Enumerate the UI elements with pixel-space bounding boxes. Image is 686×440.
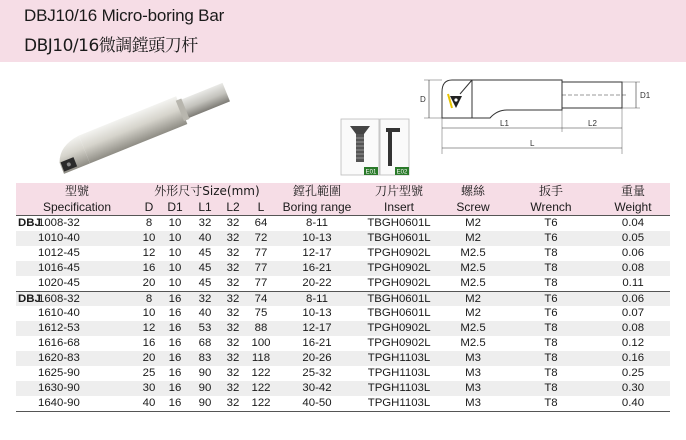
e02-label: E02 xyxy=(396,169,408,176)
cell-l1: 45 xyxy=(190,261,220,276)
dim-L-label: L xyxy=(530,139,535,148)
cell-weight: 0.05 xyxy=(596,231,670,246)
cell-range: 16-21 xyxy=(302,337,332,350)
cell-weight: 0.06 xyxy=(596,291,670,306)
cell-weight: 0.25 xyxy=(621,367,645,380)
cell-l: 77 xyxy=(254,276,268,289)
cell-screw: M2 xyxy=(440,231,506,246)
cell-d1: 16 xyxy=(160,321,190,336)
cell-screw: M2.5 xyxy=(460,246,486,259)
cell-range: 25-32 xyxy=(302,367,332,380)
cell-l2: 32 xyxy=(226,276,240,289)
table-row xyxy=(16,261,670,276)
th-L: L xyxy=(246,199,276,216)
cell-d: 10 xyxy=(138,231,160,246)
cell-d1: 16 xyxy=(160,291,190,306)
cell-weight: 0.08 xyxy=(596,261,670,276)
table-row xyxy=(16,351,670,366)
cell-wrench: T8 xyxy=(506,396,596,411)
cell-wrench: T6 xyxy=(544,307,558,320)
cell-weight: 0.06 xyxy=(621,246,645,259)
model-number: 1625-90 xyxy=(38,367,80,380)
cell-d: 16 xyxy=(138,261,160,276)
cell-wrench: T6 xyxy=(506,231,596,246)
model-number: 1020-45 xyxy=(38,276,80,289)
cell-d1: 10 xyxy=(168,276,182,289)
cell-range: 16-21 xyxy=(276,261,358,276)
cell-l: 88 xyxy=(246,321,276,336)
cell-d1: 16 xyxy=(168,367,182,380)
table-row xyxy=(16,291,670,306)
cell-l1: 40 xyxy=(198,307,212,320)
cell-screw: M2 xyxy=(440,216,506,231)
table-row xyxy=(16,336,670,351)
cell-l: 75 xyxy=(254,307,268,320)
cell-range: 20-26 xyxy=(276,351,358,366)
cell-weight: 0.07 xyxy=(621,307,645,320)
model-number: 1616-68 xyxy=(38,337,80,350)
cell-wrench: T8 xyxy=(506,321,596,336)
title-band xyxy=(0,0,686,62)
cell-screw: M3 xyxy=(440,381,506,396)
th-dims-zh: 外形尺寸Size(mm) xyxy=(138,183,276,199)
cell-l2: 32 xyxy=(220,381,246,396)
table-row xyxy=(16,381,670,396)
model-number: 1016-45 xyxy=(38,261,80,274)
cell-wrench: T8 xyxy=(544,367,558,380)
cell-l1: 90 xyxy=(190,381,220,396)
table-row xyxy=(16,306,670,321)
th-model-zh: 型號 xyxy=(16,183,138,199)
cell-wrench: T6 xyxy=(506,216,596,231)
cell-range: 20-22 xyxy=(302,276,332,289)
spec-table xyxy=(16,183,670,412)
cell-weight: 0.16 xyxy=(596,351,670,366)
cell-screw: M2.5 xyxy=(460,337,486,350)
cell-screw: M3 xyxy=(440,396,506,411)
screw-and-wrench-images xyxy=(340,118,410,176)
cell-d: 10 xyxy=(142,307,156,320)
cell-range: 30-42 xyxy=(276,381,358,396)
cell-l2: 32 xyxy=(220,216,246,231)
model-number: 1640-90 xyxy=(38,396,80,409)
th-L2: L2 xyxy=(220,199,246,216)
cell-model xyxy=(16,261,138,276)
cell-insert: TPGH1103L xyxy=(367,367,431,380)
th-wrench-en: Wrench xyxy=(506,199,596,216)
th-L1: L1 xyxy=(190,199,220,216)
cell-l1: 45 xyxy=(198,246,212,259)
cell-screw: M2.5 xyxy=(460,276,486,289)
cell-insert: TBGH0601L xyxy=(358,231,440,246)
cell-d1: 10 xyxy=(160,231,190,246)
cell-d1: 16 xyxy=(168,337,182,350)
boring-bar-photo xyxy=(40,72,240,182)
cell-d: 20 xyxy=(138,351,160,366)
cell-l1: 32 xyxy=(190,216,220,231)
cell-model xyxy=(16,381,138,396)
cell-wrench: T8 xyxy=(506,351,596,366)
cell-d1: 16 xyxy=(168,307,182,320)
model-number: 1612-53 xyxy=(38,322,80,335)
cell-weight: 0.12 xyxy=(621,337,645,350)
cell-model xyxy=(16,246,138,261)
model-number: 1620-83 xyxy=(38,352,80,365)
cell-model xyxy=(16,366,138,381)
cell-wrench: T8 xyxy=(506,381,596,396)
cell-l2: 32 xyxy=(220,261,246,276)
cell-l1: 83 xyxy=(190,351,220,366)
cell-wrench: T8 xyxy=(544,246,558,259)
cell-l: 118 xyxy=(246,351,276,366)
cell-d1: 10 xyxy=(168,246,182,259)
cell-l: 122 xyxy=(246,396,276,411)
cell-l1: 45 xyxy=(198,276,212,289)
page-title-en: DBJ10/16 Micro-boring Bar xyxy=(24,6,225,25)
cell-wrench: T8 xyxy=(544,276,558,289)
cell-l2: 32 xyxy=(220,321,246,336)
cell-d: 20 xyxy=(142,276,156,289)
cell-insert: TPGH1103L xyxy=(358,396,440,411)
cell-l1: 32 xyxy=(190,291,220,306)
cell-l2: 32 xyxy=(220,351,246,366)
model-prefix: DBJ xyxy=(18,292,41,305)
cell-screw: M3 xyxy=(465,367,481,380)
table-row xyxy=(16,321,670,336)
cell-l2: 32 xyxy=(226,246,240,259)
dim-L1-label: L1 xyxy=(500,119,509,128)
th-weight-zh: 重量 xyxy=(596,183,670,199)
model-number: 1010-40 xyxy=(38,231,80,244)
model-prefix: DBJ xyxy=(18,217,41,229)
cell-screw: M2 xyxy=(440,291,506,306)
th-model-en: Specification xyxy=(16,199,138,216)
table-row xyxy=(16,246,670,261)
cell-model xyxy=(16,351,138,366)
cell-range: 8-11 xyxy=(276,291,358,306)
cell-d: 25 xyxy=(142,367,156,380)
cell-d1: 16 xyxy=(160,396,190,411)
cell-l1: 90 xyxy=(198,367,212,380)
cell-model xyxy=(16,276,138,291)
cell-d1: 16 xyxy=(160,381,190,396)
cell-l2: 32 xyxy=(226,367,240,380)
cell-model xyxy=(16,216,138,231)
model-number: 1610-40 xyxy=(38,307,80,320)
cell-l: 77 xyxy=(246,261,276,276)
cell-d1: 10 xyxy=(160,261,190,276)
cell-insert: TPGH0902L xyxy=(367,246,431,259)
cell-insert: TBGH0601L xyxy=(358,216,440,231)
th-insert-zh: 刀片型號 xyxy=(358,183,440,199)
cell-screw: M2 xyxy=(465,307,481,320)
th-weight-en: Weight xyxy=(596,199,670,216)
spec-table-body xyxy=(16,216,670,412)
th-range-zh: 鏜孔範圍 xyxy=(276,183,358,199)
cell-screw: M2.5 xyxy=(440,261,506,276)
model-number: 1608-32 xyxy=(38,292,80,305)
cell-model xyxy=(16,231,138,246)
cell-model xyxy=(16,306,138,321)
dim-D1-label: D1 xyxy=(640,91,651,100)
th-D1: D1 xyxy=(160,199,190,216)
cell-l: 77 xyxy=(254,246,268,259)
cell-d1: 10 xyxy=(160,216,190,231)
dim-L2-label: L2 xyxy=(588,119,597,128)
cell-weight: 0.30 xyxy=(596,381,670,396)
cell-weight: 0.40 xyxy=(596,396,670,411)
th-range-en: Boring range xyxy=(276,199,358,216)
cell-screw: M3 xyxy=(440,351,506,366)
model-number: 1008-32 xyxy=(38,217,80,229)
cell-insert: TBGH0601L xyxy=(358,291,440,306)
cell-wrench: T8 xyxy=(544,337,558,350)
cell-l: 100 xyxy=(251,337,271,350)
cell-l2: 32 xyxy=(220,396,246,411)
technical-drawing xyxy=(412,70,682,170)
cell-range: 12-17 xyxy=(302,246,332,259)
cell-insert: TPGH0902L xyxy=(358,321,440,336)
table-row xyxy=(16,231,670,246)
cell-l2: 32 xyxy=(220,231,246,246)
cell-l: 64 xyxy=(246,216,276,231)
th-screw-zh: 螺絲 xyxy=(440,183,506,199)
cell-l: 72 xyxy=(246,231,276,246)
cell-l2: 32 xyxy=(226,307,240,320)
e01-label: E01 xyxy=(365,169,377,176)
cell-weight: 0.11 xyxy=(622,276,644,289)
cell-l: 122 xyxy=(246,381,276,396)
cell-wrench: T6 xyxy=(506,291,596,306)
cell-l: 122 xyxy=(251,367,271,380)
cell-range: 10-13 xyxy=(302,307,332,320)
cell-d: 16 xyxy=(142,337,156,350)
table-row xyxy=(16,216,670,231)
cell-insert: TPGH0902L xyxy=(358,261,440,276)
cell-l2: 32 xyxy=(220,291,246,306)
cell-insert: TPGH0902L xyxy=(367,337,431,350)
model-number: 1012-45 xyxy=(38,246,80,259)
th-D: D xyxy=(138,199,160,216)
table-row xyxy=(16,276,670,291)
cell-weight: 0.08 xyxy=(596,321,670,336)
cell-d: 30 xyxy=(138,381,160,396)
dim-D-label: D xyxy=(420,95,426,104)
cell-l1: 90 xyxy=(190,396,220,411)
cell-l1: 68 xyxy=(198,337,212,350)
cell-insert: TPGH1103L xyxy=(358,381,440,396)
cell-insert: TPGH1103L xyxy=(358,351,440,366)
model-number: 1630-90 xyxy=(38,381,80,394)
page-title-zh: DBJ10/16微調鏜頭刀杆 xyxy=(24,36,198,56)
cell-d: 8 xyxy=(138,216,160,231)
cell-l2: 32 xyxy=(226,337,240,350)
cell-screw: M2.5 xyxy=(440,321,506,336)
cell-weight: 0.04 xyxy=(596,216,670,231)
cell-d: 8 xyxy=(138,291,160,306)
cell-l1: 40 xyxy=(190,231,220,246)
th-wrench-zh: 扳手 xyxy=(506,183,596,199)
cell-d: 12 xyxy=(142,246,156,259)
cell-range: 12-17 xyxy=(276,321,358,336)
cell-range: 8-11 xyxy=(276,216,358,231)
cell-range: 40-50 xyxy=(276,396,358,411)
cell-insert: TPGH0902L xyxy=(367,276,431,289)
cell-model xyxy=(16,396,138,411)
table-row xyxy=(16,396,670,411)
th-screw-en: Screw xyxy=(440,199,506,216)
table-row xyxy=(16,366,670,381)
cell-insert: TBGH0601L xyxy=(367,307,431,320)
cell-d: 12 xyxy=(138,321,160,336)
cell-l1: 53 xyxy=(190,321,220,336)
cell-d: 40 xyxy=(138,396,160,411)
cell-model xyxy=(16,336,138,351)
cell-model xyxy=(16,321,138,336)
cell-l: 74 xyxy=(246,291,276,306)
cell-range: 10-13 xyxy=(276,231,358,246)
cell-d1: 16 xyxy=(160,351,190,366)
cell-wrench: T8 xyxy=(506,261,596,276)
th-insert-en: Insert xyxy=(358,199,440,216)
cell-model xyxy=(16,291,138,306)
